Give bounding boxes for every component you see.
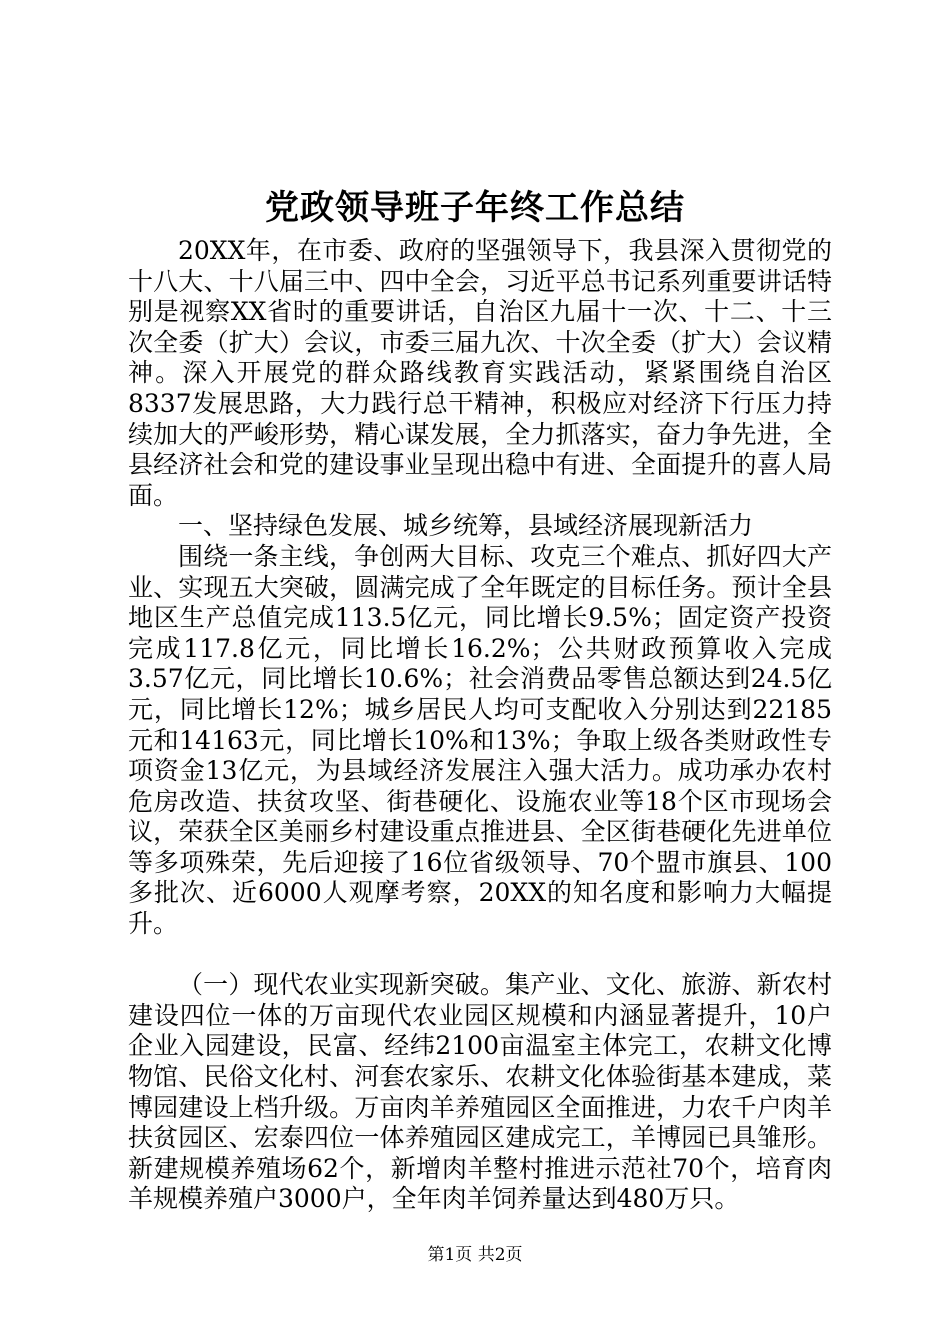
- page-number-footer: 第1页 共2页: [427, 1245, 523, 1265]
- section-heading-1: 一、坚持绿色发展、城乡统筹，县域经济展现新活力: [178, 511, 754, 541]
- paragraph-subsection-1: （一）现代农业实现新突破。集产业、文化、旅游、新农村建设四位一体的万亩现代农业园区规模和内涵显著提升，10户企业入园建设，民富、经纬2100亩温室主体完工，农耕文化博物馆、民俗文化村、河套农家乐、农耕文化体验街基本建成，菜博园建设上档升级。万亩肉羊养殖园区全面推进，力农千户肉羊扶贫园区、宏泰四位一体养殖园区建成完工，羊博园已具雏形。新建规模养殖场62个，新增肉羊整村推进示范社70个，培育肉羊规模养殖户3000户，全年肉羊饲养量达到480万只。: [128, 970, 832, 1214]
- paragraph-section-1: 围绕一条主线，争创两大目标、攻克三个难点、抓好四大产业、实现五大突破，圆满完成了全年既定的目标任务。预计全县地区生产总值完成113.5亿元，同比增长9.5%；固定资产投资完成117.8亿元，同比增长16.2%；公共财政预算收入完成3.57亿元，同比增长10.6%；社会消费品零售总额达到24.5亿元，同比增长12%；城乡居民人均可支配收入分别达到22185元和14163元，同比增长10%和13%；争取上级各类财政性专项资金13亿元，为县域经济发展注入强大活力。成功承办农村危房改造、扶贫攻坚、街巷硬化、设施农业等18个区市现场会议，荣获全区美丽乡村建设重点推进县、全区街巷硬化先进单位等多项殊荣，先后迎接了16位省级领导、70个盟市旗县、100多批次、近6000人观摩考察，20XX的知名度和影响力大幅提升。: [128, 541, 832, 939]
- document-title: 党政领导班子年终工作总结: [265, 188, 685, 228]
- document-body: [128, 236, 832, 1215]
- paragraph-intro: 20XX年，在市委、政府的坚强领导下，我县深入贯彻党的十八大、十八届三中、四中全会，习近平总书记系列重要讲话特别是视察XX省时的重要讲话，自治区九届十一次、十二、十三次全委（扩大）会议，市委三届九次、十次全委（扩大）会议精神。深入开展党的群众路线教育实践活动，紧紧围绕自治区8337发展思路，大力践行总干精神，积极应对经济下行压力持续加大的严峻形势，精心谋发展，全力抓落实，奋力争先进，全县经济社会和党的建设事业呈现出稳中有进、全面提升的喜人局面。: [128, 236, 832, 510]
